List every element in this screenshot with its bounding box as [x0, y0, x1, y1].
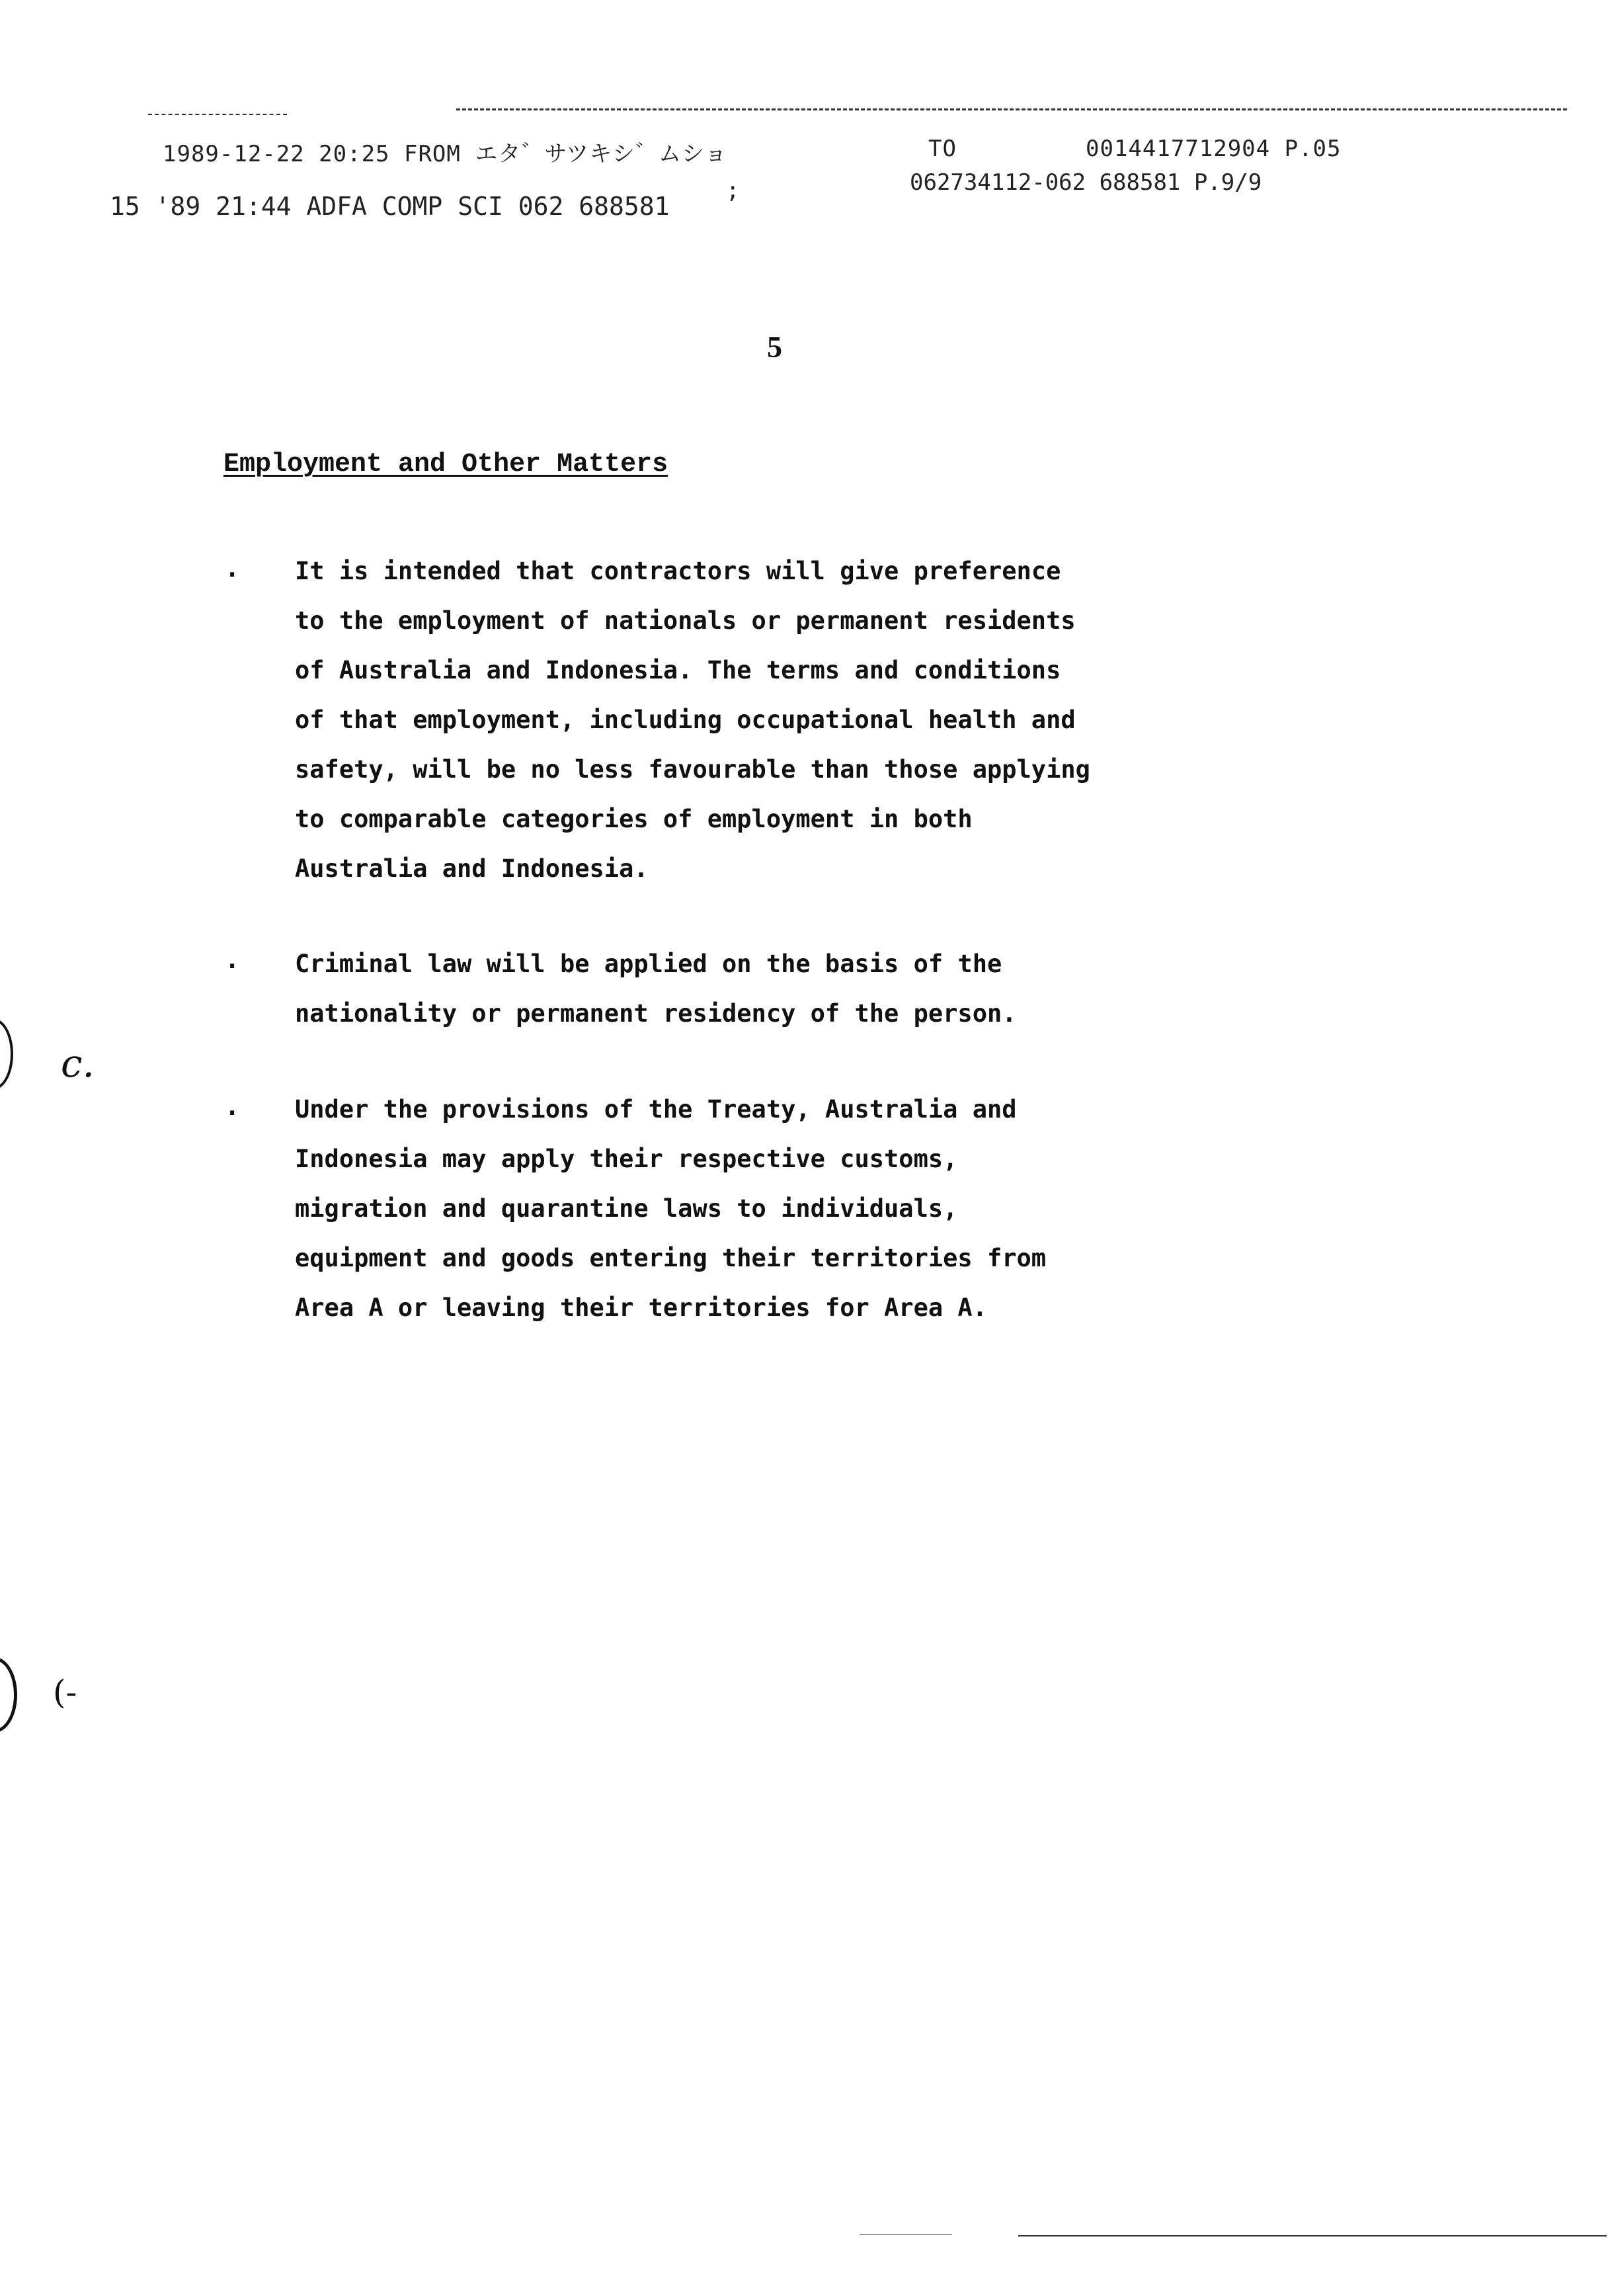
- fax-header-rule: [456, 108, 1567, 110]
- fax-header-rule-short: [148, 114, 287, 115]
- paragraph-employment: [295, 546, 1090, 893]
- fax-header-line1-to: TO: [928, 136, 957, 162]
- paragraph-criminal-law: [295, 939, 1017, 1038]
- paragraph-line: to the employment of nationals or permanent residents: [295, 606, 1076, 635]
- paragraph-line: safety, will be no less favourable than those applying: [295, 755, 1090, 784]
- paragraph-line: It is intended that contractors will give preference: [295, 557, 1061, 585]
- paragraph-line: Indonesia may apply their respective customs,: [295, 1145, 958, 1173]
- fax-header-line1-left: 1989-12-22 20:25 FROM エタ゛サツキシ゛ムショ: [163, 141, 728, 167]
- bullet-marker: .: [225, 554, 240, 583]
- paragraph-line: of that employment, including occupational health and: [295, 706, 1076, 734]
- paragraph-line: equipment and goods entering their territories from: [295, 1244, 1047, 1272]
- page-number: 5: [767, 330, 782, 364]
- fax-header-line2-right: 062734112-062 688581 P.9/9: [910, 169, 1262, 196]
- paragraph-line: Area A or leaving their territories for Area A.: [295, 1293, 987, 1322]
- handwritten-mark: (-: [53, 1673, 77, 1711]
- paragraph-line: Australia and Indonesia.: [295, 854, 649, 883]
- fax-header-line2-sep: ;: [726, 177, 740, 204]
- section-heading: Employment and Other Matters: [223, 450, 668, 479]
- bullet-marker: .: [225, 1092, 240, 1121]
- punch-hole-mark: [0, 1657, 17, 1733]
- paragraph-line: to comparable categories of employment in both: [295, 805, 973, 833]
- paragraph-line: nationality or permanent residency of the person.: [295, 999, 1017, 1028]
- paragraph-line: Under the provisions of the Treaty, Australia and: [295, 1095, 1017, 1124]
- paragraph-line: migration and quarantine laws to individuals,: [295, 1194, 958, 1223]
- fax-header-line1-right: 0014417712904 P.05: [1086, 136, 1342, 162]
- fax-header-line2-left: 15 '89 21:44 ADFA COMP SCI 062 688581: [110, 192, 670, 221]
- paragraph-line: Criminal law will be applied on the basis of the: [295, 950, 1002, 978]
- paragraph-treaty-provisions: [295, 1085, 1046, 1332]
- paragraph-line: of Australia and Indonesia. The terms and conditions: [295, 656, 1061, 684]
- punch-hole-mark: [0, 1018, 13, 1090]
- bottom-rule: [1018, 2235, 1607, 2236]
- bullet-marker: .: [225, 946, 240, 974]
- handwritten-mark: c.: [61, 1041, 95, 1086]
